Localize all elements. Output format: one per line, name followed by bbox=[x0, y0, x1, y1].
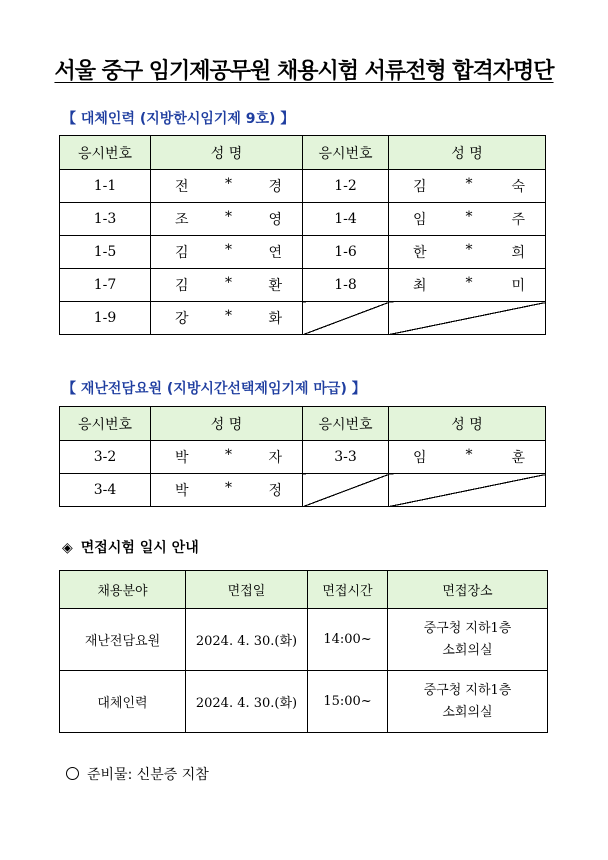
exam-number: 1-6 bbox=[303, 236, 389, 269]
page-title: 서울 중구 임기제공무원 채용시험 서류전형 합격자명단 bbox=[54, 59, 554, 84]
exam-number: 1-7 bbox=[60, 269, 151, 302]
interview-place: 중구청 지하1층 소회의실 bbox=[388, 671, 548, 733]
candidate-name: 김 * 환 bbox=[151, 269, 303, 302]
header-time: 면접시간 bbox=[308, 571, 388, 609]
table-header-row bbox=[60, 571, 548, 609]
candidate-name: 강 * 화 bbox=[151, 302, 303, 335]
table-row bbox=[60, 474, 546, 507]
exam-number: 1-9 bbox=[60, 302, 151, 335]
exam-number: 1-4 bbox=[303, 203, 389, 236]
exam-number: 3-2 bbox=[60, 441, 151, 474]
candidate-name: 조 * 영 bbox=[151, 203, 303, 236]
table-row bbox=[60, 203, 546, 236]
table-row bbox=[60, 671, 548, 733]
exam-number: 1-5 bbox=[60, 236, 151, 269]
header-field: 채용분야 bbox=[60, 571, 186, 609]
interview-time: 14:00~ bbox=[308, 609, 388, 671]
exam-number: 3-3 bbox=[303, 441, 389, 474]
header-exam-number: 응시번호 bbox=[303, 136, 389, 170]
section-label-substitute: 【 대체인력 (지방한시임기제 9호) 】 bbox=[62, 111, 295, 127]
exam-number: 3-4 bbox=[60, 474, 151, 507]
header-place: 면접장소 bbox=[388, 571, 548, 609]
empty-cell bbox=[303, 474, 389, 507]
candidate-name: 박 * 정 bbox=[151, 474, 303, 507]
preparation-note bbox=[66, 764, 209, 784]
section-label-disaster: 【 재난전담요원 (지방시간선택제임기제 마급) 】 bbox=[62, 381, 366, 397]
interview-heading-text: 면접시험 일시 안내 bbox=[80, 540, 199, 556]
roster-table-disaster bbox=[59, 406, 546, 507]
candidate-name: 한 * 희 bbox=[389, 236, 546, 269]
exam-number: 1-8 bbox=[303, 269, 389, 302]
header-name: 성 명 bbox=[151, 407, 303, 441]
table-row bbox=[60, 269, 546, 302]
preparation-note-text: 준비물: 신분증 지참 bbox=[87, 767, 209, 783]
empty-cell bbox=[389, 302, 546, 335]
interview-date: 2024. 4. 30.(화) bbox=[186, 609, 308, 671]
empty-cell bbox=[303, 302, 389, 335]
interview-place: 중구청 지하1층 소회의실 bbox=[388, 609, 548, 671]
diamond-bullet-icon: ◈ bbox=[62, 540, 73, 556]
candidate-name: 임 * 주 bbox=[389, 203, 546, 236]
circle-bullet-icon bbox=[66, 767, 79, 780]
interview-heading bbox=[62, 537, 199, 557]
candidate-name: 최 * 미 bbox=[389, 269, 546, 302]
table-row bbox=[60, 302, 546, 335]
interview-table bbox=[59, 570, 548, 733]
header-date: 면접일 bbox=[186, 571, 308, 609]
interview-field: 대체인력 bbox=[60, 671, 186, 733]
candidate-name: 박 * 자 bbox=[151, 441, 303, 474]
candidate-name: 전 * 경 bbox=[151, 170, 303, 203]
candidate-name: 김 * 숙 bbox=[389, 170, 546, 203]
table-row bbox=[60, 609, 548, 671]
candidate-name: 임 * 훈 bbox=[389, 441, 546, 474]
roster-table-substitute bbox=[59, 135, 546, 335]
interview-date: 2024. 4. 30.(화) bbox=[186, 671, 308, 733]
exam-number: 1-1 bbox=[60, 170, 151, 203]
table-row bbox=[60, 441, 546, 474]
exam-number: 1-2 bbox=[303, 170, 389, 203]
header-name: 성 명 bbox=[151, 136, 303, 170]
interview-field: 재난전담요원 bbox=[60, 609, 186, 671]
header-exam-number: 응시번호 bbox=[60, 136, 151, 170]
table-header-row bbox=[60, 136, 546, 170]
exam-number: 1-3 bbox=[60, 203, 151, 236]
interview-time: 15:00~ bbox=[308, 671, 388, 733]
header-name: 성 명 bbox=[389, 407, 546, 441]
header-name: 성 명 bbox=[389, 136, 546, 170]
table-row bbox=[60, 236, 546, 269]
empty-cell bbox=[389, 474, 546, 507]
header-exam-number: 응시번호 bbox=[303, 407, 389, 441]
table-row bbox=[60, 170, 546, 203]
candidate-name: 김 * 연 bbox=[151, 236, 303, 269]
table-header-row bbox=[60, 407, 546, 441]
header-exam-number: 응시번호 bbox=[60, 407, 151, 441]
